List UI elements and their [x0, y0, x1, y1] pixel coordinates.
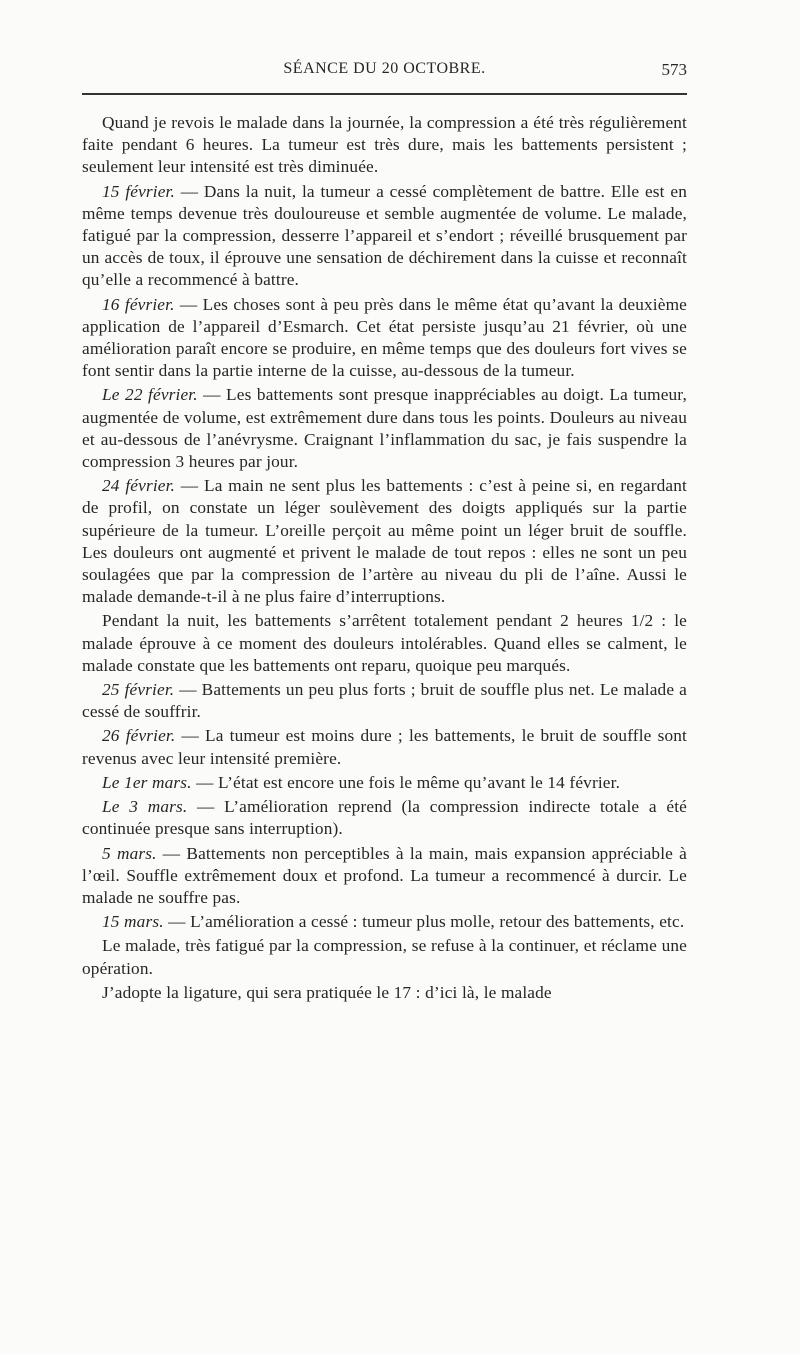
date-label: 15 mars. — [102, 912, 164, 932]
paragraph: 26 février. — La tumeur est moins dure ; les battements, le bruit de souffle sont revenus avec leur intensité première. — [82, 726, 687, 768]
paragraph: 5 mars. — Battements non perceptibles à la main, mais expansion appréciable à l’œil. Souffle extrêmement doux et profond. La tumeur a recommencé à durcir. Le malade ne souffre pas. — [82, 843, 687, 907]
page-number: 573 — [661, 60, 687, 79]
running-head: SÉANCE DU 20 OCTOBRE. — [283, 60, 486, 77]
paragraph: J’adopte la ligature, qui sera pratiquée le 17 : d’ici là, le malade — [102, 982, 552, 1002]
paragraph: Le 3 mars. — L’amélioration reprend (la compression indirecte totale a été continuée presque sans interruption). — [82, 797, 687, 839]
date-label: 24 février. — [102, 476, 176, 496]
date-label: 26 février. — [102, 726, 176, 746]
page-header — [82, 60, 687, 86]
paragraph: 15 février. — Dans la nuit, la tumeur a cessé complètement de battre. Elle est en même temps devenue très douloureuse et semble augmentée de volume. Le malade, fatigué par la compression, desserre l’appareil et s’endort ; réveillé brusquement par un accès de toux, il éprouve une sensation de déchirement dans la cuisse et reconnaît qu’elle a recommencé à battre. — [82, 181, 687, 290]
paragraph: 16 février. — Les choses sont à peu près dans le même état qu’avant la deuxième application de l’appareil d’Esmarch. Cet état persiste jusqu’au 21 février, où une amélioration paraît encore se produire, en même temps que des douleurs fort vives se font sentir dans la partie interne de la cuisse, au-dessous de la tumeur. — [82, 294, 687, 381]
date-label: 25 février. — [102, 680, 175, 700]
paragraph: Pendant la nuit, les battements s’arrêtent totalement pendant 2 heures 1/2 : le malade éprouve à ce moment des douleurs intolérables. Quand elles se calment, le malade constate que les battements ont reparu, quoique peu marqués. — [82, 611, 687, 675]
date-label: 5 mars. — [102, 843, 157, 863]
date-label: Le 3 mars. — [102, 797, 188, 817]
paragraph: 15 mars. — L’amélioration a cessé : tumeur plus molle, retour des battements, etc. — [102, 912, 685, 932]
date-label: Le 1er mars. — [102, 772, 192, 792]
paragraph: Quand je revois le malade dans la journée, la compression a été très régulièrement faite pendant 6 heures. La tumeur est très dure, mais les battements persistent ; seulement leur intensité est très diminuée. — [82, 113, 687, 177]
date-label: 16 février. — [102, 294, 175, 314]
paragraph: Le 1er mars. — L’état est encore une fois le même qu’avant le 14 février. — [102, 772, 621, 792]
paragraph: Le 22 février. — Les battements sont presque inappréciables au doigt. La tumeur, augmentée de volume, est extrêmement dure dans tous les points. Douleurs au niveau et au-dessous de l’anévrysme. Craignant l’inflammation du sac, je fais suspendre la compression 3 heures par jour. — [82, 385, 687, 472]
paragraph: Le malade, très fatigué par la compression, se refuse à la continuer, et réclame une opération. — [82, 936, 687, 978]
header-rule — [82, 93, 687, 95]
date-label: 15 février. — [102, 181, 175, 201]
paragraph: 24 février. — La main ne sent plus les battements : c’est à peine si, en regardant de profil, on constate un léger soulèvement des doigts appliqués sur la partie supérieure de la tumeur. L’oreille perçoit au même point un léger bruit de souffle. Les douleurs ont augmenté et privent le malade de tout repos : elles ne sont un peu soulagées que par la compression de l’artère au niveau du pli de l’aîne. Aussi le malade demande-t-il à ne plus faire d’interruptions. — [82, 476, 687, 607]
paragraph: 25 février. — Battements un peu plus forts ; bruit de souffle plus net. Le malade a cessé de souffrir. — [82, 680, 687, 722]
body-text — [82, 112, 687, 1006]
date-label: Le 22 février. — [102, 385, 198, 405]
